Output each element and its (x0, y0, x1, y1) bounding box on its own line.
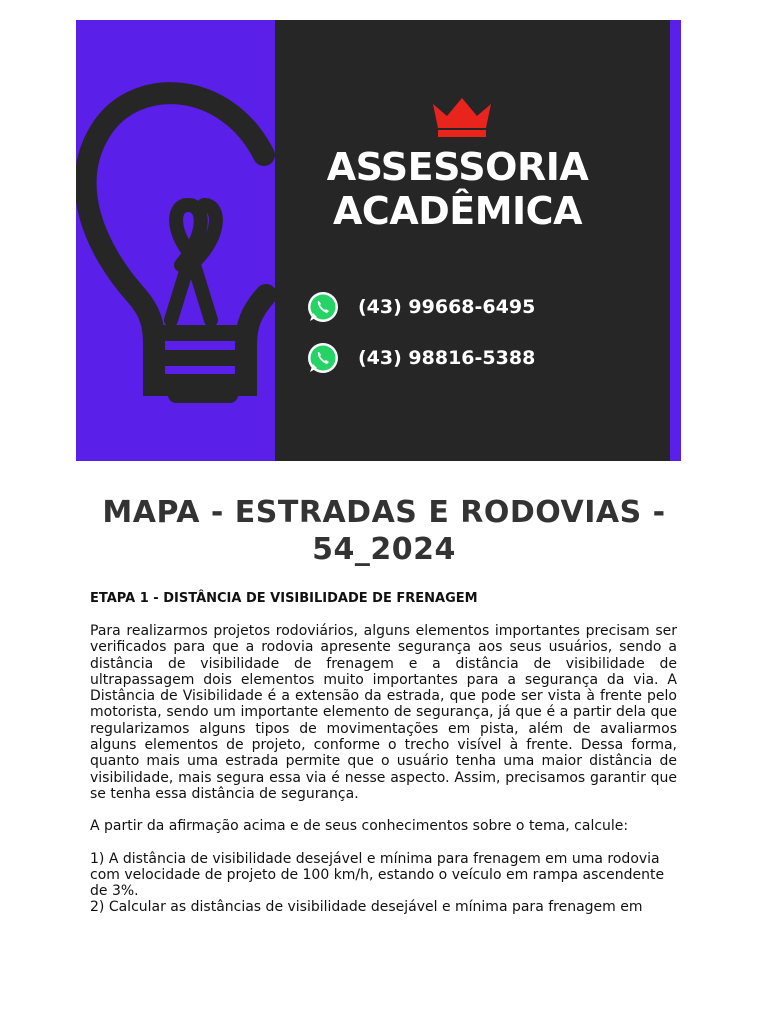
crown-icon (431, 96, 493, 138)
document-title: MAPA - ESTRADAS E RODOVIAS - 54_2024 (102, 495, 666, 567)
paragraph-instruction: A partir da afirmação acima e de seus conhecimentos sobre o tema, calcule: (90, 818, 629, 835)
question-item-2: 2) Calcular as distâncias de visibilidade desejável e mínima para frenagem em (90, 899, 643, 916)
phone-contact-1[interactable] (306, 289, 535, 325)
phone-contact-2[interactable] (306, 340, 535, 376)
phone-number-1: (43) 99668-6495 (358, 296, 536, 318)
document-body (90, 591, 677, 916)
phone-number-2: (43) 98816-5388 (358, 347, 536, 369)
question-item-1: 1) A distância de visibilidade desejável e mínima para frenagem em uma rodovia com velocidade de projeto de 100 km/h, estando o veículo em rampa ascendente de 3%. (90, 850, 665, 900)
advertisement-banner (76, 20, 681, 461)
section-heading: ETAPA 1 - DISTÂNCIA DE VISIBILIDADE DE FRENAGEM (90, 591, 478, 606)
whatsapp-icon (306, 290, 340, 324)
brand-line-2: ACADÊMICA (333, 189, 582, 233)
brand-name (315, 145, 600, 233)
paragraph-intro: Para realizarmos projetos rodoviários, alguns elementos importantes precisam ser verificados para que a rodovia apresente segurança aos seus usuários, sendo a distância de visibilidade de frenagem e a distância de visibilidade de ultrapassagem dois elementos muito importantes para a segurança da via. A Distância de Visibilidade é a extensão da estrada, que pode ser vista à frente pelo motorista, sendo um importante elemento de segurança, já que é a partir dela que regularizamos alguns tipos de movimentações em pista, além de avaliarmos alguns elementos de projeto, conforme o trecho visível à frente. Dessa forma, quanto mais uma estrada permite que o usuário tenha uma maior distância de visibilidade, mais segura essa via é nesse aspecto. Assim, precisamos garantir que se tenha essa distância de segurança. (90, 623, 677, 802)
brand-line-1: ASSESSORIA (326, 145, 589, 189)
whatsapp-icon (306, 341, 340, 375)
lightbulb-icon (76, 20, 376, 461)
